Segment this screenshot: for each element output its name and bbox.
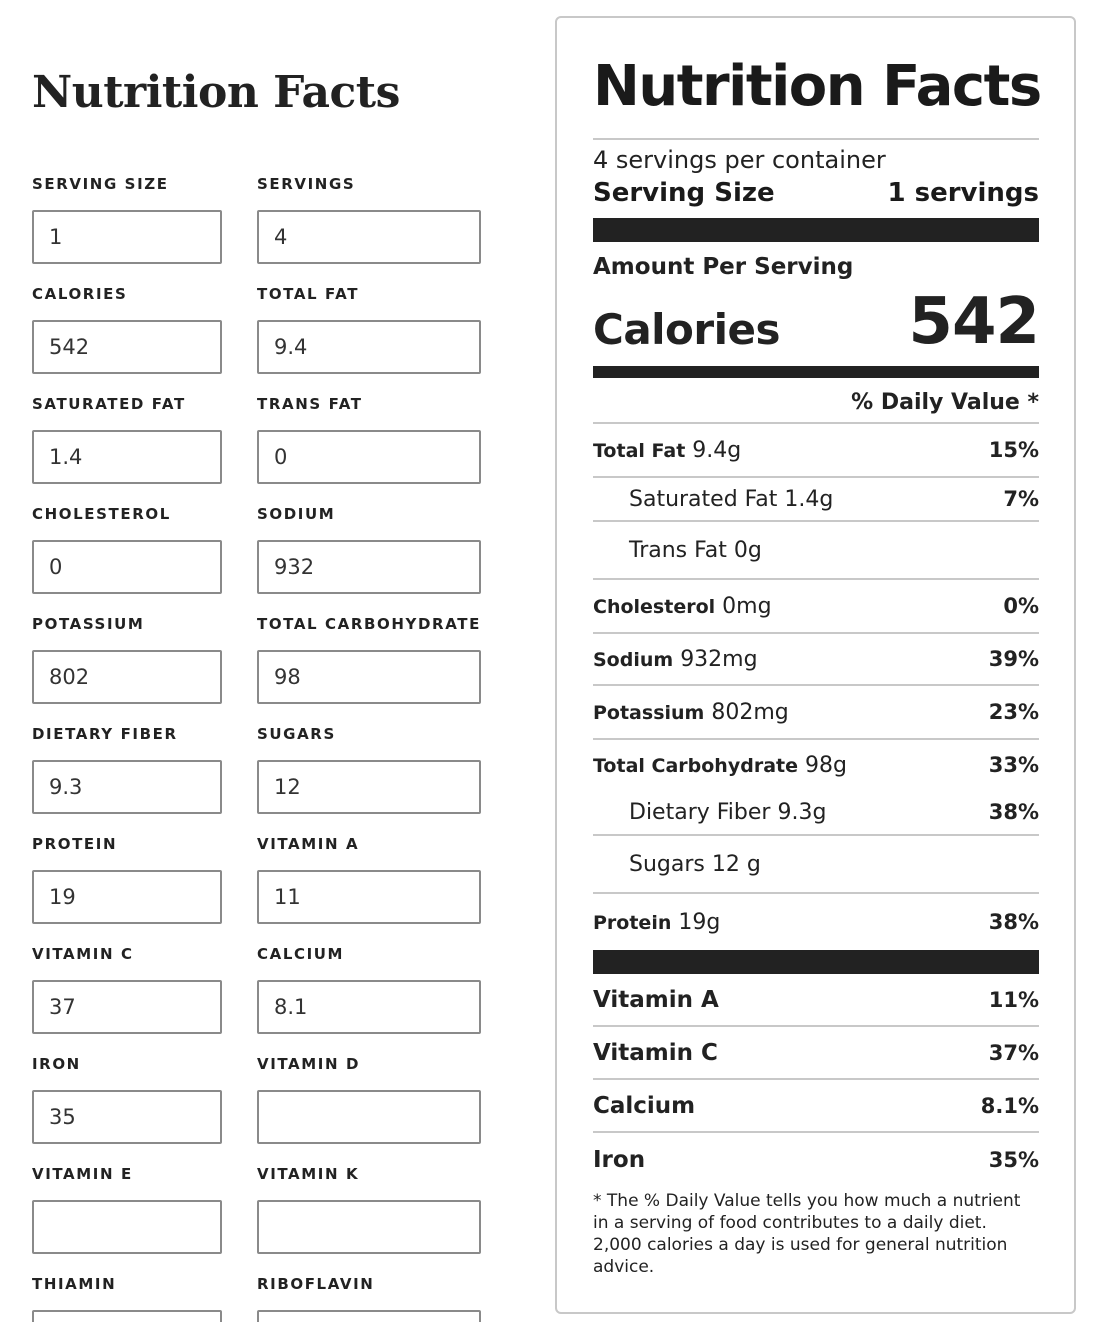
vitamin-name: Vitamin A <box>593 986 719 1013</box>
nutrient-row-dietary-fiber <box>593 790 1039 836</box>
field-label: TRANS FAT <box>257 395 363 413</box>
field-label: SERVING SIZE <box>32 175 169 193</box>
nutrient-name <box>593 647 758 672</box>
nutrient-name: Dietary Fiber 9.3g <box>629 799 827 825</box>
field-label: PROTEIN <box>32 835 118 853</box>
divider <box>593 138 1039 140</box>
field-label: CALORIES <box>32 285 128 303</box>
potassium-input[interactable] <box>32 650 222 704</box>
vitamin-dv: 37% <box>988 1040 1039 1065</box>
nutrient-row-total-carbohydrate <box>593 740 1039 790</box>
field-label: SODIUM <box>257 505 336 523</box>
field-sodium <box>257 505 502 615</box>
nutrient-amount: 0mg <box>722 593 772 619</box>
saturated-fat-input[interactable] <box>32 430 222 484</box>
field-calories <box>32 285 257 395</box>
sodium-input[interactable] <box>257 540 481 594</box>
field-iron <box>32 1055 257 1165</box>
riboflavin-input[interactable] <box>257 1310 481 1322</box>
nutrient-amount: 802mg <box>711 699 789 725</box>
calories-input[interactable] <box>32 320 222 374</box>
nutrient-dv: 23% <box>988 700 1039 724</box>
sugars-input[interactable] <box>257 760 481 814</box>
nutrient-label: Sodium <box>593 648 674 671</box>
thiamin-input[interactable] <box>32 1310 222 1322</box>
field-calcium <box>257 945 502 1055</box>
field-total-carbohydrate <box>257 615 502 725</box>
vitamin-k-input[interactable] <box>257 1200 481 1254</box>
nutrient-dv: 15% <box>988 438 1039 462</box>
field-saturated-fat <box>32 395 257 505</box>
total-carbohydrate-input[interactable] <box>257 650 481 704</box>
vitamin-name: Vitamin C <box>593 1039 718 1066</box>
field-label: VITAMIN A <box>257 835 360 853</box>
vitamin-row-vitamin-c <box>593 1027 1039 1080</box>
nutrient-amount: 9.4g <box>692 437 742 463</box>
nutrient-name: Sugars 12 g <box>629 851 761 877</box>
nutrient-name: Saturated Fat 1.4g <box>629 486 834 512</box>
daily-value-footnote: * The % Daily Value tells you how much a nutrient in a serving of food contributes to a daily diet. 2,000 calories a day is used for general nutrition advice. <box>593 1191 1021 1277</box>
nutrient-name <box>593 753 847 778</box>
field-label: IRON <box>32 1055 81 1073</box>
vitamin-row-calcium <box>593 1080 1039 1133</box>
nutrient-dv: 33% <box>988 753 1039 777</box>
field-label: CALCIUM <box>257 945 345 963</box>
field-dietary-fiber <box>32 725 257 835</box>
field-thiamin <box>32 1275 257 1322</box>
nutrient-label: Cholesterol <box>593 595 716 618</box>
serving-size-label: Serving Size <box>593 178 775 208</box>
field-label: VITAMIN E <box>32 1165 133 1183</box>
vitamin-name: Iron <box>593 1146 646 1173</box>
nutrient-row-sodium <box>593 634 1039 686</box>
nutrient-row-trans-fat <box>593 522 1039 580</box>
vitamin-a-input[interactable] <box>257 870 481 924</box>
nutrient-row-protein <box>593 894 1039 950</box>
nutrient-name <box>593 910 720 935</box>
nutrient-row-sugars <box>593 836 1039 894</box>
field-total-fat <box>257 285 502 395</box>
vitamin-c-input[interactable] <box>32 980 222 1034</box>
nutrient-name <box>593 700 789 725</box>
vitamin-e-input[interactable] <box>32 1200 222 1254</box>
nutrition-label <box>593 18 1039 1278</box>
servings-per-container: 4 servings per container <box>593 146 886 174</box>
medium-divider <box>593 366 1039 378</box>
field-label: SERVINGS <box>257 175 356 193</box>
vitamin-name: Calcium <box>593 1092 696 1119</box>
serving-size-row <box>593 176 1039 210</box>
nutrient-row-total-fat <box>593 424 1039 478</box>
nutrient-row-saturated-fat <box>593 478 1039 522</box>
amount-per-serving: Amount Per Serving <box>593 254 854 280</box>
field-vitamin-d <box>257 1055 502 1165</box>
total-fat-input[interactable] <box>257 320 481 374</box>
field-protein <box>32 835 257 945</box>
field-vitamin-a <box>257 835 502 945</box>
nutrient-dv: 39% <box>988 647 1039 671</box>
field-cholesterol <box>32 505 257 615</box>
nutrient-name <box>593 594 772 619</box>
thick-divider <box>593 950 1039 974</box>
nutrition-field-grid <box>32 175 502 1322</box>
field-trans-fat <box>257 395 502 505</box>
field-label: DIETARY FIBER <box>32 725 178 743</box>
nutrition-label-panel <box>555 16 1076 1314</box>
field-sugars <box>257 725 502 835</box>
field-label: TOTAL CARBOHYDRATE <box>257 615 481 633</box>
field-label: VITAMIN C <box>32 945 134 963</box>
nutrient-label: Total Carbohydrate <box>593 754 798 777</box>
vitamin-row-vitamin-a <box>593 974 1039 1027</box>
nutrient-dv: 0% <box>1003 594 1039 618</box>
nutrient-row-potassium <box>593 686 1039 740</box>
nutrient-label: Potassium <box>593 701 705 724</box>
nutrient-dv: 38% <box>988 800 1039 824</box>
servings-input[interactable] <box>257 210 481 264</box>
nutrient-label: Total Fat <box>593 439 686 462</box>
calories-label: Calories <box>593 305 781 354</box>
field-label: VITAMIN D <box>257 1055 361 1073</box>
trans-fat-input[interactable] <box>257 430 481 484</box>
calories-value: 542 <box>908 285 1039 359</box>
field-label: RIBOFLAVIN <box>257 1275 375 1293</box>
vitamin-dv: 8.1% <box>980 1093 1039 1118</box>
field-label: POTASSIUM <box>32 615 145 633</box>
daily-value-header: % Daily Value * <box>593 378 1039 424</box>
nutrient-dv: 38% <box>988 910 1039 934</box>
iron-input[interactable] <box>32 1090 222 1144</box>
nutrient-row-cholesterol <box>593 580 1039 634</box>
field-serving-size <box>32 175 257 285</box>
thick-divider <box>593 218 1039 242</box>
field-label: VITAMIN K <box>257 1165 360 1183</box>
field-riboflavin <box>257 1275 502 1322</box>
field-servings <box>257 175 502 285</box>
field-label: TOTAL FAT <box>257 285 360 303</box>
vitamin-d-input[interactable] <box>257 1090 481 1144</box>
calcium-input[interactable] <box>257 980 481 1034</box>
nutrient-amount: 98g <box>804 752 847 778</box>
field-label: CHOLESTEROL <box>32 505 171 523</box>
calories-row <box>593 282 1039 358</box>
nutrient-dv: 7% <box>1003 487 1039 511</box>
dietary-fiber-input[interactable] <box>32 760 222 814</box>
serving-size-value: 1 servings <box>887 178 1039 208</box>
field-vitamin-k <box>257 1165 502 1275</box>
field-label: SUGARS <box>257 725 336 743</box>
field-vitamin-c <box>32 945 257 1055</box>
cholesterol-input[interactable] <box>32 540 222 594</box>
field-potassium <box>32 615 257 725</box>
nutrient-label: Protein <box>593 911 672 934</box>
field-label: THIAMIN <box>32 1275 117 1293</box>
nutrient-amount: 19g <box>678 909 721 935</box>
field-vitamin-e <box>32 1165 257 1275</box>
nutrient-name <box>593 438 741 463</box>
field-label: SATURATED FAT <box>32 395 186 413</box>
nutrient-name: Trans Fat 0g <box>629 537 762 563</box>
nutrient-amount: 932mg <box>680 646 758 672</box>
vitamin-dv: 11% <box>988 987 1039 1012</box>
serving-size-input[interactable] <box>32 210 222 264</box>
protein-input[interactable] <box>32 870 222 924</box>
vitamin-row-iron <box>593 1133 1039 1186</box>
vitamin-dv: 35% <box>988 1147 1039 1172</box>
form-title: Nutrition Facts <box>32 67 400 118</box>
label-title: Nutrition Facts <box>593 54 1041 119</box>
